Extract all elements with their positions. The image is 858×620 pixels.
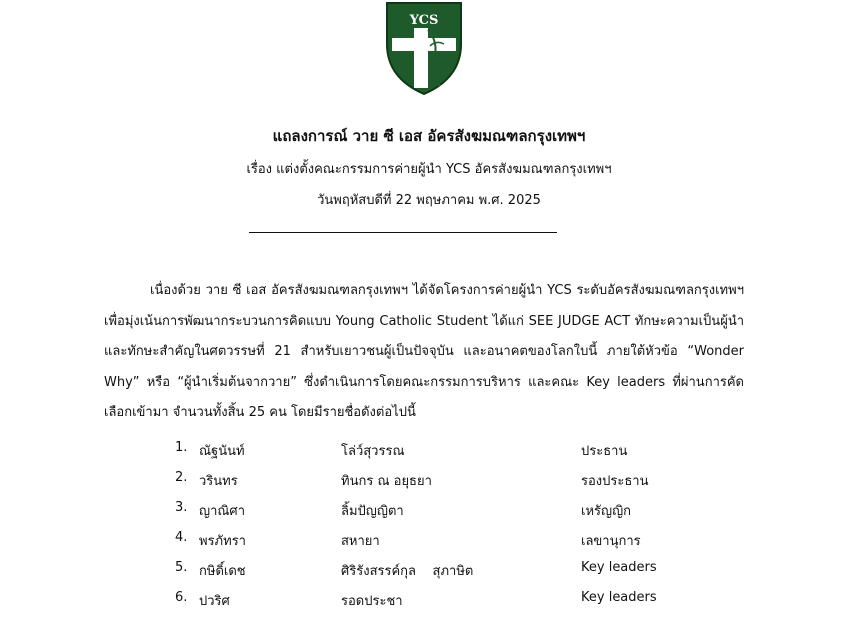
- member-last-name: รอดประชา: [341, 594, 403, 609]
- member-role: เลขานุการ: [581, 534, 641, 549]
- member-role: ประธาน: [581, 444, 628, 459]
- document-date: วันพฤหัสบดีที่ 22 พฤษภาคม พ.ศ. 2025: [317, 193, 541, 208]
- member-number: 3.: [175, 500, 188, 515]
- member-last-name: ทินกร ณ อยุธยา: [341, 474, 432, 489]
- member-first-name: ณัฐนันท์: [199, 444, 245, 459]
- member-number: 6.: [175, 590, 188, 605]
- member-last-name: โล่ว์สุวรรณ: [341, 444, 405, 459]
- member-role: เหรัญญิก: [581, 504, 632, 519]
- announcement-paragraph: [104, 276, 744, 429]
- member-number: 4.: [175, 530, 188, 545]
- member-first-name: กษิดิ์เดช: [199, 564, 246, 579]
- member-role: รองประธาน: [581, 474, 649, 489]
- member-first-name: ญาณิศา: [199, 504, 245, 519]
- member-number: 1.: [175, 440, 188, 455]
- ycs-logo: [384, 0, 464, 96]
- list-item: [0, 500, 858, 530]
- logo-text: YCS: [409, 13, 439, 28]
- list-item: [0, 440, 858, 470]
- list-item: [0, 530, 858, 560]
- paragraph-text: เนื่องด้วย วาย ซี เอส อัครสังฆมณฑลกรุงเทพฯ ได้จัดโครงการค่ายผู้นำ YCS ระดับอัครสังฆมณฑลกรุงเทพฯ เพื่อมุ่งเน้นการพัฒนากระบวนการคิดแบบ Young Catholic Student ได้แก่ SEE JUDGE ACT ทักษะความเป็นผู้นำ และทักษะสำคัญในศตวรรษที่ 21 สำหรับเยาวชนผู้เป็นปัจจุบัน และอนาคตของโลกใบนี้ ภายใต้หัวข้อ “Wonder Why” หรือ “ผู้นำเริ่มต้นจากวาย” ซึ่งดำเนินการโดยคณะกรรมการบริหาร และคณะ Key leaders ที่ผ่านการคัดเลือกเข้ามา จำนวนทั้งสิ้น 25 คน โดยมีรายชื่อดังต่อไปนี้: [104, 283, 744, 420]
- list-item: [0, 470, 858, 500]
- member-first-name: ปวริศ: [199, 594, 230, 609]
- member-first-name: วรินทร: [199, 474, 238, 489]
- member-first-name: พรภัทรา: [199, 534, 246, 549]
- divider-line: [249, 232, 557, 233]
- document-title: แถลงการณ์ วาย ซี เอส อัครสังฆมณฑลกรุงเทพฯ: [272, 127, 586, 145]
- list-item: [0, 560, 858, 590]
- member-number: 5.: [175, 560, 188, 575]
- list-item: [0, 590, 858, 620]
- member-last-name: ลิ้มปัญญิตา: [341, 504, 404, 519]
- member-role: Key leaders: [581, 590, 657, 605]
- member-last-name: สหายา: [341, 534, 380, 549]
- member-last-name: ศิริรังสรรค์กุล สุภาษิต: [341, 564, 474, 579]
- member-number: 2.: [175, 470, 188, 485]
- document-subject: เรื่อง แต่งตั้งคณะกรรมการค่ายผู้นำ YCS อัครสังฆมณฑลกรุงเทพฯ: [246, 162, 612, 177]
- member-role: Key leaders: [581, 560, 657, 575]
